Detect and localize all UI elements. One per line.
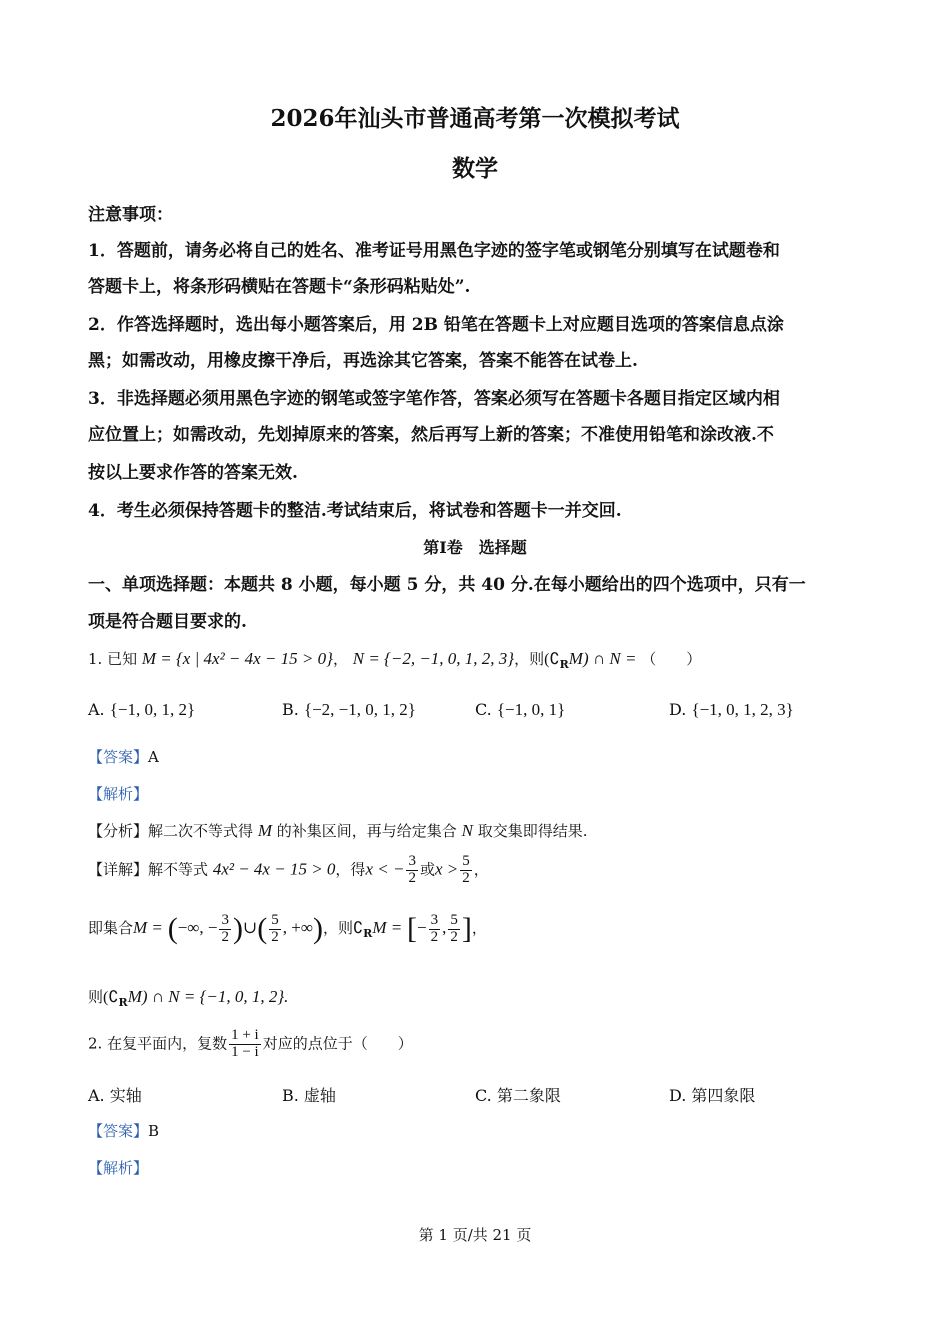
- q1-detail-or: 或: [419, 860, 435, 879]
- q1-option-c-label: C.: [475, 700, 492, 719]
- q1-detail-end: ，: [473, 860, 489, 879]
- q1-comp-frac-3-2: [429, 913, 441, 946]
- q1-expr-rest: M) ∩ N =: [568, 649, 637, 668]
- q1-option-a-value: {−1, 0, 1, 2}: [109, 700, 196, 719]
- q1-detail-tag: 【详解】: [88, 860, 149, 879]
- q1-final-a: 则: [88, 988, 104, 1006]
- exam-title: 2026年汕头市普通高考第一次模拟考试: [270, 105, 680, 132]
- q1-set-line-comp: ∁: [352, 920, 364, 937]
- q1-comp-comma: ,: [442, 918, 447, 937]
- q1-detail-x1: x < −: [365, 859, 405, 879]
- q2-option-b[interactable]: B. 虚轴: [282, 1086, 336, 1105]
- q1-set-frac-3-2: [219, 913, 231, 946]
- q1-comp-frac-5-2-den: 2: [450, 928, 458, 945]
- q1-fenxi-a: 解二次不等式得: [148, 822, 254, 840]
- q2-fraction: [229, 1028, 261, 1061]
- q1-then: ，则: [514, 650, 545, 668]
- notice-heading: 注意事项：: [88, 205, 173, 225]
- q1-option-b-value: {−2, −1, 0, 1, 2}: [303, 700, 416, 719]
- notice-item-2-line-2: 黑；如需改动，用橡皮擦干净后，再选涂其它答案，答案不能答在试卷上.: [88, 351, 638, 371]
- q1-set-line-cup: ∪: [242, 918, 258, 937]
- q1-frac-3-2-den: 2: [408, 869, 416, 886]
- question-2-stem: [88, 1028, 413, 1061]
- q1-comp-frac-3-2-den: 2: [430, 928, 439, 945]
- q1-option-a[interactable]: [88, 700, 195, 720]
- q1-bracket-close: ]: [461, 912, 472, 945]
- q1-paren-close-1: ): [232, 912, 243, 945]
- q1-paren-open-2: (: [257, 912, 268, 945]
- q1-set-frac-5-2-den: 2: [271, 928, 279, 945]
- q2-prefix: 2. 在复平面内，复数: [88, 1034, 228, 1053]
- q1-bracket-open: [: [406, 912, 417, 945]
- notice-item-2-line-1: 2．作答选择题时，选出每小题答案后，用 2B 铅笔在答题卡上对应题目选项的答案信息点涂: [88, 315, 784, 335]
- q1-final-rest: M) ∩ N = {−1, 0, 1, 2}.: [127, 987, 289, 1006]
- q1-fenxi-b: 的补集区间，再与给定集合: [276, 822, 457, 840]
- q1-set-frac-3-2-num: 3: [221, 911, 229, 928]
- q1-final-expr: (∁: [103, 989, 119, 1006]
- q1-option-b-label: B.: [282, 700, 299, 719]
- q2-option-d[interactable]: D. 第四象限: [669, 1086, 756, 1105]
- q2-analysis-tag: 【解析】: [88, 1159, 149, 1177]
- q1-detail-x2: x >: [434, 859, 459, 879]
- q1-frac-5-2-den: 2: [462, 869, 470, 886]
- section-instructions-line-1: 一、单项选择题：本题共 8 小题，每小题 5 分，共 40 分.在每小题给出的四个选项中，只有一: [88, 575, 806, 595]
- q1-final-r: R: [118, 996, 128, 1009]
- q1-option-d[interactable]: [669, 700, 794, 720]
- notice-item-1-line-2: 答题卡上，将条形码横贴在答题卡“条形码粘贴处”.: [88, 277, 471, 297]
- q1-sep: ，: [332, 650, 348, 668]
- q2-answer: B: [148, 1122, 160, 1140]
- q1-paren: （ ）: [641, 650, 702, 668]
- q1-option-d-label: D.: [669, 700, 687, 719]
- section-instructions-line-2: 项是符合题目要求的.: [88, 612, 247, 632]
- notice-item-1-line-1: 1．答题前，请务必将自己的姓名、准考证号用黑色字迹的签字笔或钢笔分别填写在试题卷和: [88, 241, 780, 261]
- q1-detail-line: [88, 854, 489, 887]
- q2-option-c[interactable]: C. 第二象限: [475, 1086, 561, 1105]
- q1-expr-sub: R: [559, 658, 569, 671]
- q1-set-line-inf1: −∞, −: [177, 918, 218, 937]
- section-title: 第Ⅰ卷 选择题: [423, 538, 527, 557]
- notice-item-3-line-3: 按以上要求作答的答案无效.: [88, 463, 298, 483]
- q1-detail-ineq: 4x² − 4x − 15 > 0: [212, 859, 336, 879]
- q1-frac-3-2: [406, 854, 418, 887]
- q1-detail-a: 解不等式: [148, 860, 209, 879]
- q1-fenxi-c: 取交集即得结果.: [477, 822, 588, 840]
- q2-frac-num: 1 + i: [231, 1027, 259, 1043]
- q1-fenxi-m: M: [257, 821, 272, 840]
- q1-set-frac-5-2: [269, 913, 281, 946]
- q1-paren-close-2: ): [312, 912, 323, 945]
- q1-set-line: [88, 912, 487, 946]
- q1-option-c-value: {−1, 0, 1}: [496, 700, 566, 719]
- notice-item-4-line-1: 4．考生必须保持答题卡的整洁.考试结束后，将试卷和答题卡一并交回.: [88, 501, 622, 521]
- q1-set-line-end: ，: [471, 919, 487, 937]
- page-footer: 第 1 页/共 21 页: [418, 1226, 532, 1244]
- q1-answer-tag: 【答案】: [88, 748, 149, 766]
- q1-frac-3-2-num: 3: [408, 853, 416, 869]
- q1-fenxi-line: [88, 820, 587, 841]
- q2-answer-tag: 【答案】: [88, 1122, 149, 1140]
- q1-set-line-m: M =: [133, 918, 163, 937]
- q1-comp-frac-5-2-num: 5: [450, 911, 458, 928]
- q1-paren-open-1: (: [167, 912, 178, 945]
- q1-set-line-then: ，则: [322, 919, 353, 937]
- q1-answer: A: [148, 748, 159, 766]
- q1-set-line-m2: M =: [372, 918, 403, 937]
- q1-set-line-neg: −: [416, 918, 427, 937]
- q1-set-line-a: 即集合: [88, 919, 134, 937]
- q1-set-n: N = {−2, −1, 0, 1, 2, 3}: [352, 649, 515, 668]
- q1-option-d-value: {−1, 0, 1, 2, 3}: [691, 700, 794, 719]
- notice-item-3-line-1: 3．非选择题必须用黑色字迹的钢笔或签字笔作答，答案必须写在答题卡各题目指定区域内相: [88, 389, 780, 409]
- question-1-stem: [88, 648, 701, 671]
- q2-option-a[interactable]: A. 实轴: [88, 1086, 142, 1105]
- q1-fenxi-tag: 【分析】: [88, 822, 149, 840]
- q1-answer-line: [88, 746, 159, 767]
- q1-fenxi-n: N: [461, 821, 473, 840]
- q1-prefix: 1. 已知: [88, 650, 138, 668]
- q1-expr-open: (∁: [544, 651, 560, 668]
- q1-set-line-inf2: , +∞: [282, 918, 313, 937]
- q1-frac-5-2: [460, 854, 472, 887]
- q2-suffix: 对应的点位于（ ）: [262, 1034, 413, 1053]
- q1-set-frac-3-2-den: 2: [221, 928, 229, 945]
- q1-set-line-r: R: [363, 927, 373, 940]
- q1-option-b[interactable]: [282, 700, 416, 720]
- q2-answer-line: [88, 1120, 159, 1141]
- q1-final-line: [88, 986, 288, 1009]
- q2-frac-den: 1 − i: [231, 1043, 259, 1060]
- q1-analysis-tag: 【解析】: [88, 785, 149, 803]
- q1-set-m: M = {x | 4x² − 4x − 15 > 0}: [141, 649, 333, 668]
- q1-comp-frac-3-2-num: 3: [430, 911, 439, 928]
- q1-detail-b: ，得: [335, 860, 366, 879]
- q1-set-frac-5-2-num: 5: [271, 911, 279, 928]
- q1-frac-5-2-num: 5: [462, 853, 470, 869]
- exam-subject: 数学: [452, 155, 498, 182]
- q1-option-a-label: A.: [88, 700, 105, 719]
- notice-item-3-line-2: 应位置上；如需改动，先划掉原来的答案，然后再写上新的答案；不准使用铅笔和涂改液.不: [88, 425, 774, 445]
- q1-option-c[interactable]: [475, 700, 565, 720]
- q1-comp-frac-5-2: [448, 913, 460, 946]
